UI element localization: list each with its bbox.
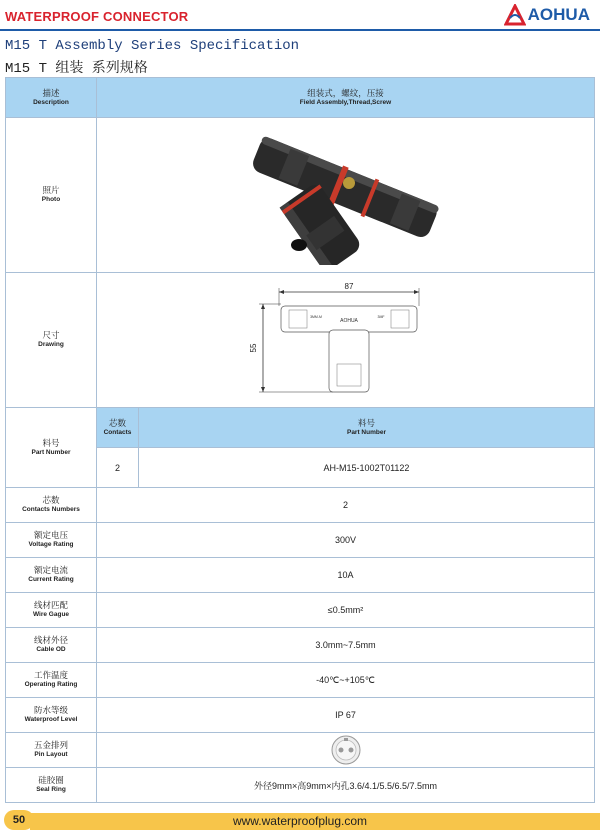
pin-layout-row: [6, 733, 595, 768]
spec-label: 芯数 Contacts Numbers: [6, 488, 97, 523]
spec-value: 10A: [97, 558, 595, 593]
spec-table: [5, 77, 595, 803]
spec-value: 2: [97, 488, 595, 523]
spec-title-en: M15 T Assembly Series Specification: [5, 38, 300, 54]
pin-layout-icon: [330, 734, 362, 766]
photo-row: [6, 118, 595, 273]
drawing-logo-mark: AOHUA: [339, 318, 358, 324]
spec-value: IP 67: [97, 698, 595, 733]
spec-title-cn: M15 T 组装 系列规格: [5, 61, 148, 77]
description-label: 描述 Description: [6, 78, 97, 118]
seal-ring-value: 外径9mm×高9mm×内孔3.6/4.1/5.5/6.5/7.5mm: [97, 768, 595, 803]
photo-cell: [97, 118, 595, 273]
spec-row-cable-od: [6, 628, 595, 663]
drawing-label: 尺寸 Drawing: [6, 273, 97, 408]
part-number-value: AH-M15-1002T01122: [139, 448, 595, 488]
aohua-logo-icon: [504, 4, 526, 26]
connector-photo: [241, 125, 451, 265]
header-divider: [0, 29, 600, 31]
part-header-row: [6, 408, 595, 448]
drawing-mark-right: 3MF: [377, 315, 384, 319]
spec-label: 额定电压 Voltage Rating: [6, 523, 97, 558]
seal-ring-label: 硅胶圈 Seal Ring: [6, 768, 97, 803]
page-number: 50: [4, 810, 34, 830]
spec-row-current: [6, 558, 595, 593]
drawing-cell: [97, 273, 595, 408]
brand-logo: [504, 4, 590, 26]
page-header: [0, 0, 600, 34]
contacts-value: 2: [97, 448, 139, 488]
part-label: 料号 Part Number: [6, 408, 97, 488]
spec-value: 300V: [97, 523, 595, 558]
description-value: 组装式，螺纹，压接 Field Assembly,Thread,Screw: [97, 78, 595, 118]
spec-row-waterproof: [6, 698, 595, 733]
seal-ring-row: [6, 768, 595, 803]
spec-label: 防水等级 Waterproof Level: [6, 698, 97, 733]
spec-label: 额定电流 Current Rating: [6, 558, 97, 593]
spec-row-temperature: [6, 663, 595, 698]
spec-label: 线材匹配 Wire Gague: [6, 593, 97, 628]
dimension-drawing: [241, 280, 451, 400]
footer-url[interactable]: www.waterproofplug.com: [232, 814, 368, 828]
spec-value: 3.0mm~7.5mm: [97, 628, 595, 663]
spec-value: -40℃~+105℃: [97, 663, 595, 698]
drawing-mark-left: 3MM-M: [309, 315, 322, 319]
category-title: WATERPROOF CONNECTOR: [5, 9, 189, 24]
pin-layout-cell: [97, 733, 595, 768]
spec-value: ≤0.5mm²: [97, 593, 595, 628]
spec-label: 线材外径 Cable OD: [6, 628, 97, 663]
spec-row-contacts: [6, 488, 595, 523]
description-row: [6, 78, 595, 118]
width-dimension: 87: [344, 282, 353, 291]
part-number-column-head: 料号 Part Number: [139, 408, 595, 448]
height-dimension: 55: [248, 343, 258, 353]
photo-label: 照片 Photo: [6, 118, 97, 273]
drawing-row: [6, 273, 595, 408]
brand-name: AOHUA: [527, 5, 590, 24]
contacts-column-head: 芯数 Contacts: [97, 408, 139, 448]
spec-row-voltage: [6, 523, 595, 558]
page-footer: [0, 810, 600, 830]
spec-row-wire-gauge: [6, 593, 595, 628]
spec-label: 工作温度 Operating Rating: [6, 663, 97, 698]
pin-layout-label: 五金排列 Pin Layout: [6, 733, 97, 768]
